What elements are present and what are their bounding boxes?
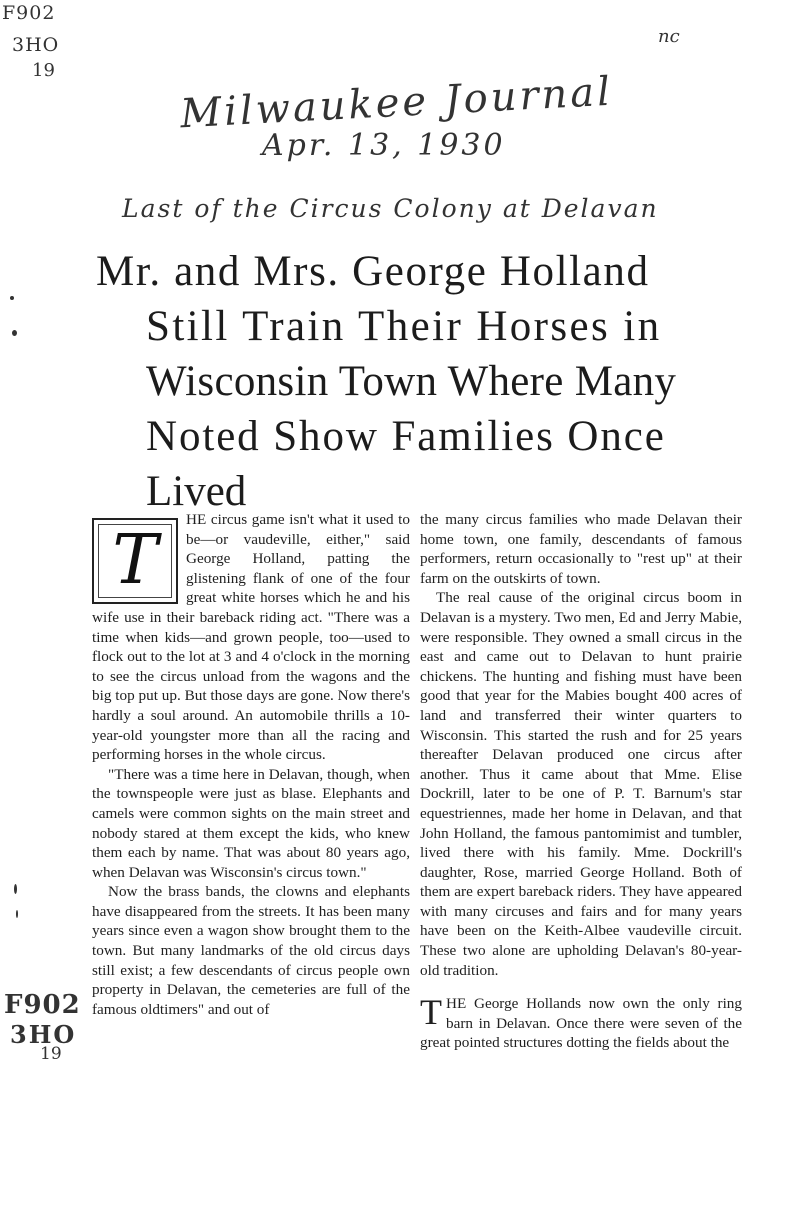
paragraph: The real cause of the original circus boom in Delavan is a mystery. Two men, Ed and Jerry Mabie, were responsible. They owned a small circus in the east and came out to Delavan to hunt prairie chickens. The hunting and fishing must have been good that year for the Mabies bought 400 acres of land and transferred their winter quarters to Wisconsin. This started the rush and for 25 years thereafter Delavan produced one circus after another. Thus it came about that Mme. Elise Dockrill, later to be one of P. T. Barnum's star equestriennes, made her home in Delavan, and that John Holland, the famous pantomimist and tumbler, lived there with his family. Mme. Dockrill's daughter, Rose, married George Holland. Both of them are expert bareback riders. They have appeared with many circuses and fairs and for many years have been on the Keith-Albee vaudeville circuit. These two alone are upholding Delavan's 80-year-old tradition. <box>420 589 742 979</box>
paragraph: the many circus families who made Delavan their home town, one family, descendants of famous performers, return occasionally to "rest up" at their farm on the outskirts of town. <box>420 511 742 587</box>
margin-speck <box>14 884 17 894</box>
headline <box>96 244 756 519</box>
headline-line: Lived <box>146 468 247 515</box>
margin-code-line2: 3HO <box>10 1020 77 1049</box>
source-name: Milwaukee Journal <box>179 68 615 138</box>
drop-cap <box>92 518 178 604</box>
paragraph: HE George Hollands now own the only ring barn in Delavan. Once there were seven of the great pointed structures dotting the fields about the <box>420 995 742 1052</box>
drop-cap-letter: T <box>112 521 158 600</box>
headline-line: Mr. and Mrs. George Holland <box>96 248 650 295</box>
margin-speck <box>12 330 17 336</box>
article-column-right <box>420 510 742 1053</box>
handwritten-title: Last of the Circus Colony at Delavan <box>122 194 659 223</box>
corner-mark: nc <box>658 26 680 47</box>
headline-line: Still Train Their Horses in <box>146 303 662 350</box>
paragraph: HE circus game isn't what it used to be—or vaudeville, either," said George Holland, patting the glistening flank of one of the four great white horses which he and his wife use in their bareback riding act. "There was a time when kids—and grown people, too—used to flock out to the lot at 3 and 4 o'clock in the morning to see the circus unload from the wagons and the big top put up. But those days are gone. Now there's hardly a soul around. An automobile thrills a 10-year-old youngster more than all the racing and performing horses in the whole circus. <box>92 511 410 764</box>
headline-line: Noted Show Families Once <box>146 413 666 460</box>
archive-code-line2: 3HO <box>12 34 60 56</box>
article-column-left <box>92 510 410 1019</box>
section-initial: T <box>420 992 442 1033</box>
margin-speck <box>10 296 14 300</box>
paragraph: "There was a time here in Delavan, though, when the townspeople were just as blase. Elephants and camels were common sights on the main street and nobody stared at them except the kids, who knew them each by name. That was about 80 years ago, when Delavan was Wisconsin's circus town." <box>92 765 410 881</box>
margin-code-line3: 19 <box>40 1044 62 1064</box>
archive-code-line3: 19 <box>32 60 55 81</box>
margin-code-line1: F902 <box>4 990 81 1020</box>
margin-speck <box>16 910 18 918</box>
archive-code-line1: F902 <box>2 2 56 24</box>
section-two <box>420 994 742 1053</box>
source-date: Apr. 13, 1930 <box>262 128 506 163</box>
paragraph: Now the brass bands, the clowns and elephants have disappeared from the streets. It has been many years since even a wagon show brought them to the town. But many landmarks of the old circus days still exist; a few descendants of circus people own property in Delavan, the cemeteries are full of the famous oldtimers" and out of <box>92 883 410 1018</box>
headline-line: Wisconsin Town Where Many <box>146 358 677 405</box>
